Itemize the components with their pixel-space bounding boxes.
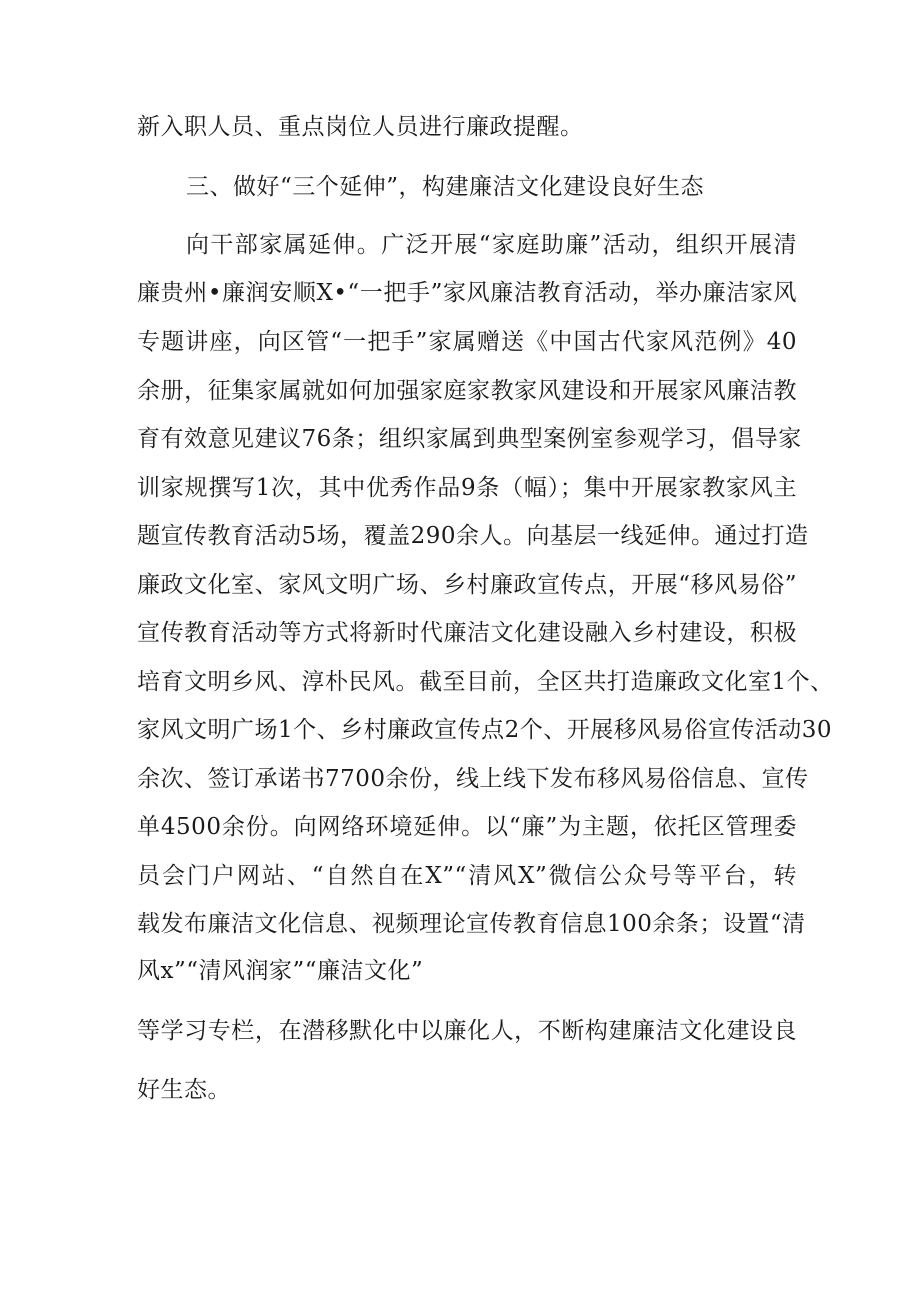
text-line-13: 家风文明广场1个、乡村廉政宣传点2个、开展移风易俗宣传活动30 xyxy=(137,717,833,743)
text-line-11: 宣传教育活动等方式将新时代廉洁文化建设融入乡村建设，积极 xyxy=(137,620,797,646)
text-line-14: 余次、签订承诺书7700余份，线上线下发布移风易俗信息、宣传 xyxy=(137,766,809,792)
text-line-4: 廉贵州•廉润安顺X•“一把手”家风廉洁教育活动，举办廉洁家风 xyxy=(137,280,797,306)
text-line-10: 廉政文化室、家风文明广场、乡村廉政宣传点，开展“移风易俗” xyxy=(137,572,797,598)
text-line-15: 单4500余份。向网络环境延伸。以“廉”为主题，依托区管理委 xyxy=(137,814,797,840)
text-line-3: 向干部家属延伸。广泛开展“家庭助廉”活动，组织开展清 xyxy=(186,232,797,258)
text-line-18: 风x”“清风润家”“廉洁文化” xyxy=(137,958,424,984)
text-line-17: 载发布廉洁文化信息、视频理论宣传教育信息100余条；设置“清 xyxy=(137,911,806,937)
section-heading: 三、做好“三个延伸”，构建廉洁文化建设良好生态 xyxy=(186,174,705,200)
text-line-6: 余册，征集家属就如何加强家庭家教家风建设和开展家风廉洁教 xyxy=(137,378,797,404)
text-line-8: 训家规撰写1次，其中优秀作品9条（幅）；集中开展家教家风主 xyxy=(137,475,797,501)
text-line-12: 培育文明乡风、淳朴民风。截至目前，全区共打造廉政文化室1个、 xyxy=(137,669,834,695)
text-line-19: 等学习专栏，在潜移默化中以廉化人，不断构建廉洁文化建设良 xyxy=(137,1018,797,1044)
text-line-9: 题宣传教育活动5场，覆盖290余人。向基层一线延伸。通过打造 xyxy=(137,523,809,549)
text-line-1: 新入职人员、重点岗位人员进行廉政提醒。 xyxy=(137,114,584,140)
text-line-20: 好生态。 xyxy=(137,1077,231,1103)
text-line-5: 专题讲座，向区管“一把手”家属赠送《中国古代家风范例》40 xyxy=(137,329,797,355)
text-line-7: 育有效意见建议76条；组织家属到典型案例室参观学习，倡导家 xyxy=(137,426,802,452)
text-line-16: 员会门户网站、“自然自在X”“清风X”微信公众号等平台，转 xyxy=(137,863,797,889)
